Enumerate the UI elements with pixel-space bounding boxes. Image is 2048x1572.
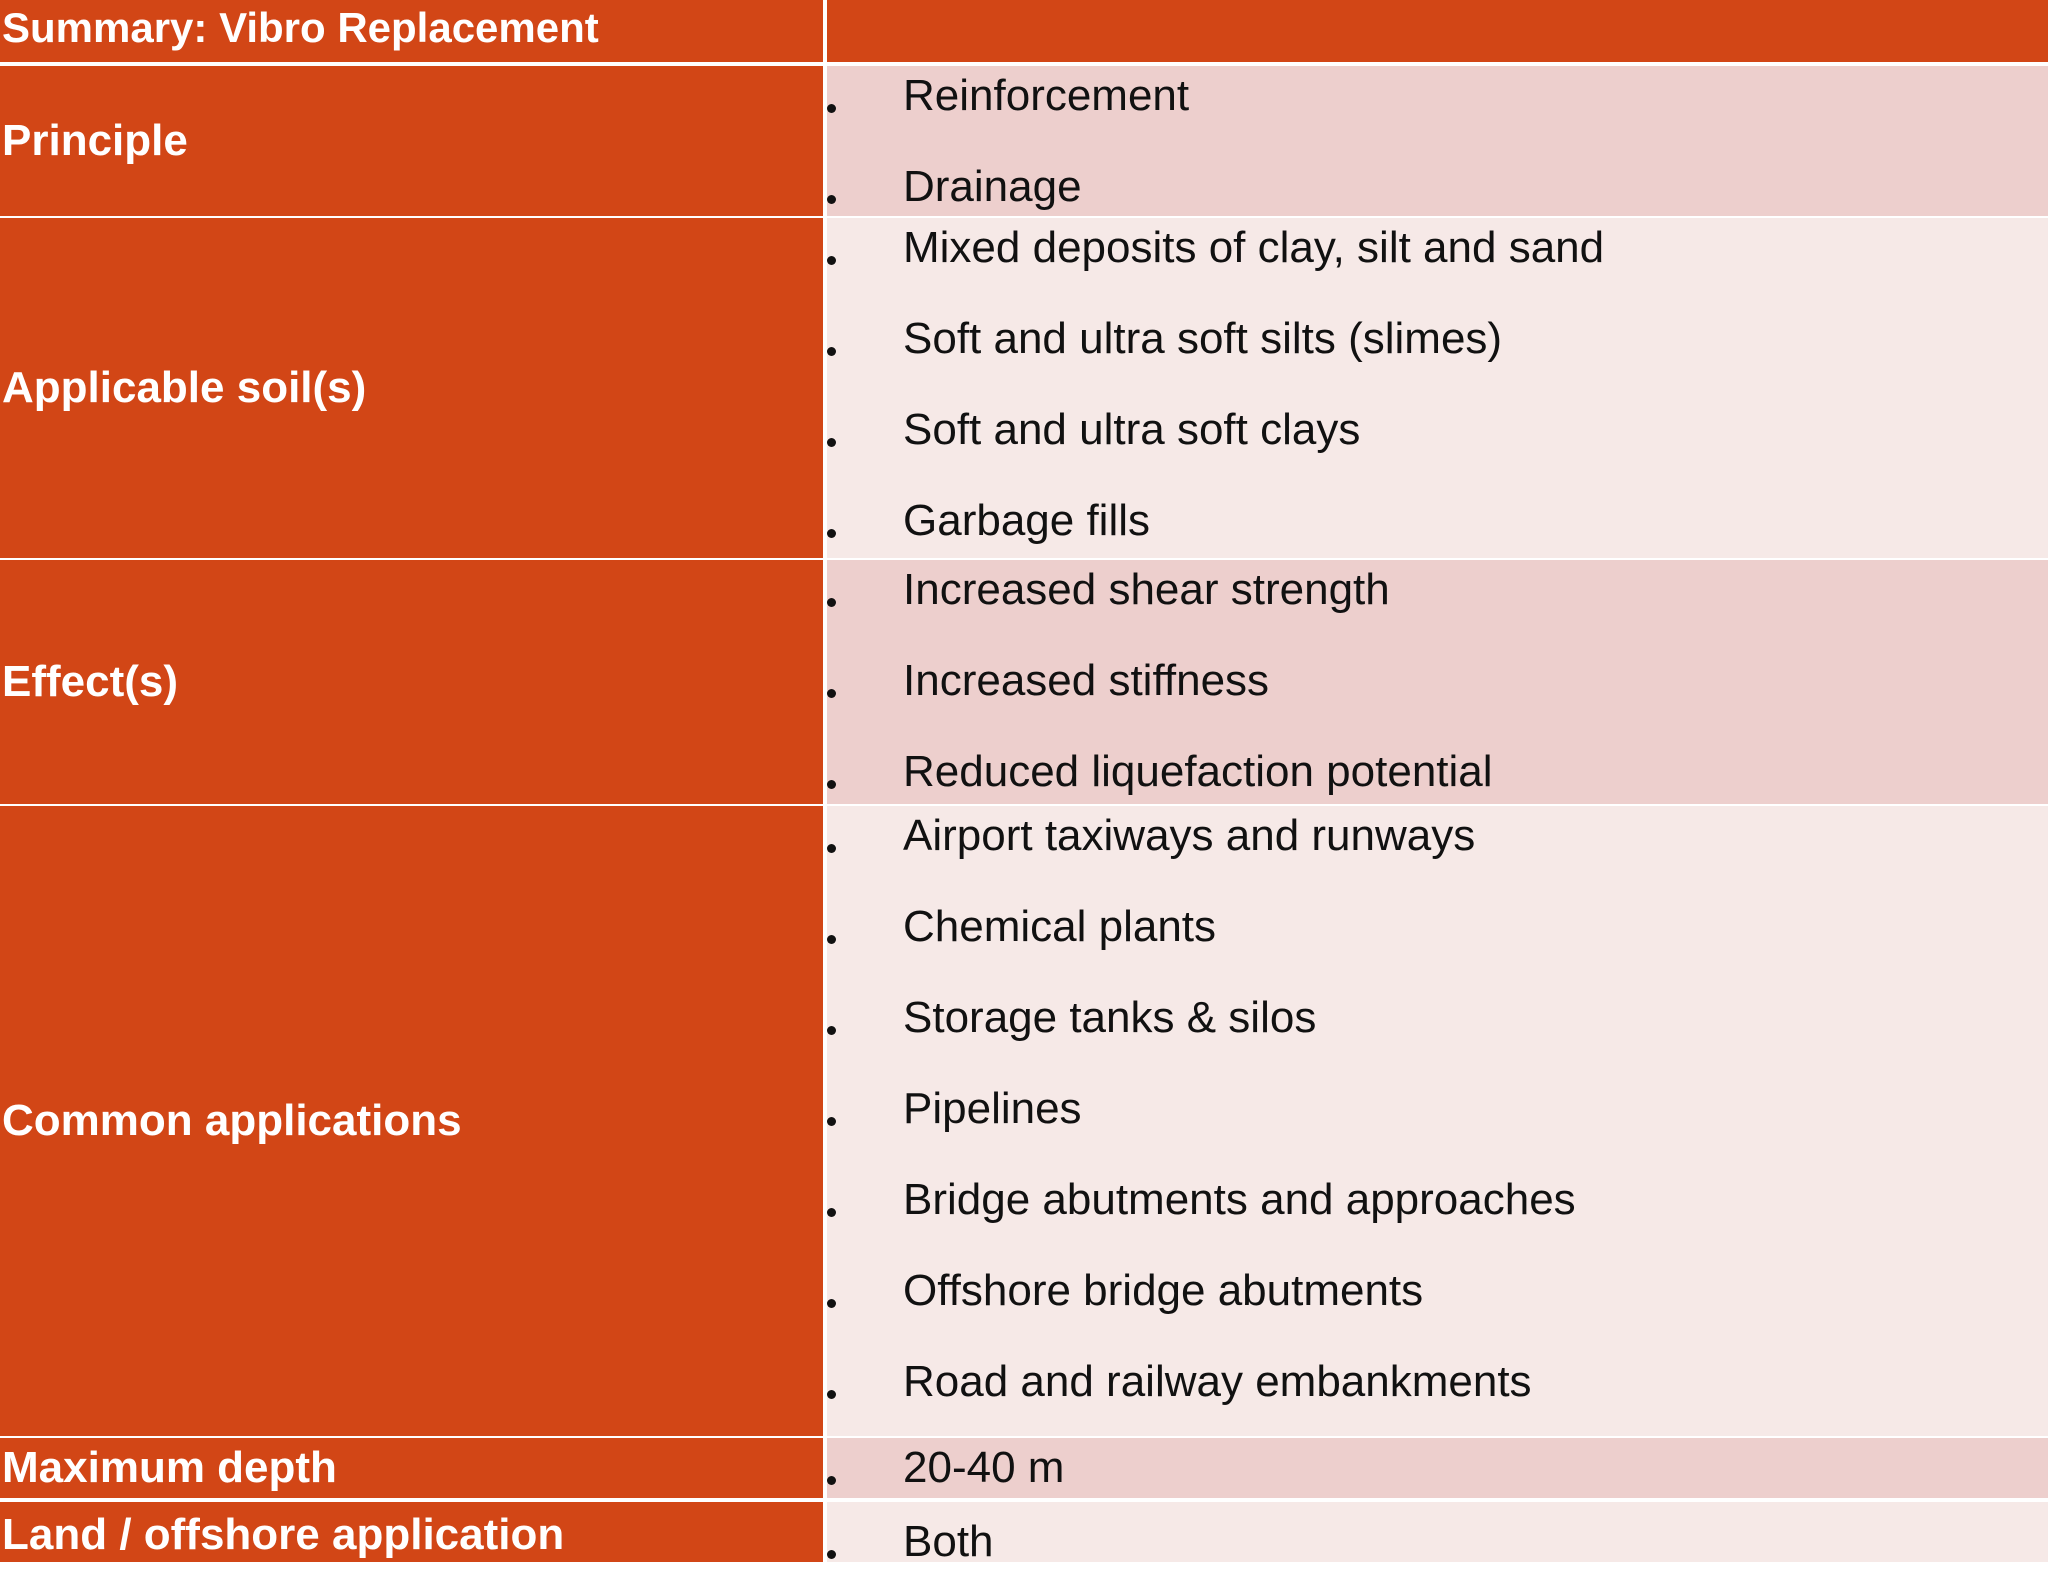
bullet-icon [827,1476,836,1485]
bullet-icon [827,104,836,113]
row-content [827,66,2048,216]
table-row-land-offshore [0,1502,2048,1566]
table-row-maximum-depth [0,1438,2048,1498]
bullet-icon [827,1550,836,1559]
list-item [827,1352,2027,1412]
list-item-text: Soft and ultra soft silts (slimes) [903,314,1503,363]
list-item [827,309,2027,369]
list-item-text: Chemical plants [903,902,1217,951]
bullet-icon [827,256,836,265]
table-title-blank-cell [827,0,2048,62]
row-label: Effect(s) [0,560,823,804]
list-item-text: Reduced liquefaction potential [903,747,1493,796]
row-content [827,560,2048,804]
list-item-text: Garbage fills [903,496,1151,545]
list-item-text: Offshore bridge abutments [903,1266,1424,1315]
list-item-text: 20-40 m [903,1443,1065,1492]
list-item [827,560,2027,620]
bullet-icon [827,598,836,607]
list-item-text: Reinforcement [903,71,1190,120]
row-content [827,806,2048,1436]
bullet-icon [827,1299,836,1308]
row-label: Maximum depth [0,1438,823,1498]
row-label: Principle [0,66,823,216]
table-row-common-applications [0,806,2048,1436]
list-item [827,1170,2027,1230]
list-item-text: Increased shear strength [903,565,1390,614]
bullet-icon [827,1390,836,1399]
list-item-text: Storage tanks & silos [903,993,1317,1042]
row-content [827,1438,2048,1498]
bullet-icon [827,1117,836,1126]
list-item [827,66,2027,126]
row-label: Common applications [0,806,823,1436]
list-item-text: Road and railway embankments [903,1357,1532,1406]
list-item [827,742,2027,802]
list-item-text: Pipelines [903,1084,1082,1133]
list-item [827,491,2027,551]
list-item [827,157,2027,217]
list-item [827,651,2027,711]
list-item [827,897,2027,957]
bullet-icon [827,689,836,698]
table-row-effects [0,560,2048,804]
list-item [827,400,2027,460]
bullet-icon [827,1208,836,1217]
list-item [827,806,2027,866]
table-title-row [0,0,2048,62]
list-item-text: Increased stiffness [903,656,1270,705]
bullet-icon [827,347,836,356]
table-row-principle [0,66,2048,216]
bullet-icon [827,844,836,853]
list-item-text: Airport taxiways and runways [903,811,1476,860]
row-content [827,218,2048,558]
bullet-icon [827,935,836,944]
list-item [827,1512,2027,1572]
bullet-icon [827,780,836,789]
list-item-text: Bridge abutments and approaches [903,1175,1576,1224]
list-item-text: Both [903,1517,994,1566]
list-item-text: Mixed deposits of clay, silt and sand [903,223,1605,272]
list-item [827,1438,2027,1498]
row-label: Land / offshore application [0,1502,823,1562]
list-item-text: Soft and ultra soft clays [903,405,1361,454]
list-item [827,218,2027,278]
list-item [827,1261,2027,1321]
bullet-icon [827,438,836,447]
list-item-text: Drainage [903,162,1082,211]
row-content [827,1502,2048,1566]
list-item [827,988,2027,1048]
bullet-icon [827,529,836,538]
bullet-icon [827,195,836,204]
row-label: Applicable soil(s) [0,218,823,558]
list-item [827,1079,2027,1139]
bullet-icon [827,1026,836,1035]
table-row-applicable-soils [0,218,2048,558]
table-title: Summary: Vibro Replacement [0,0,823,62]
